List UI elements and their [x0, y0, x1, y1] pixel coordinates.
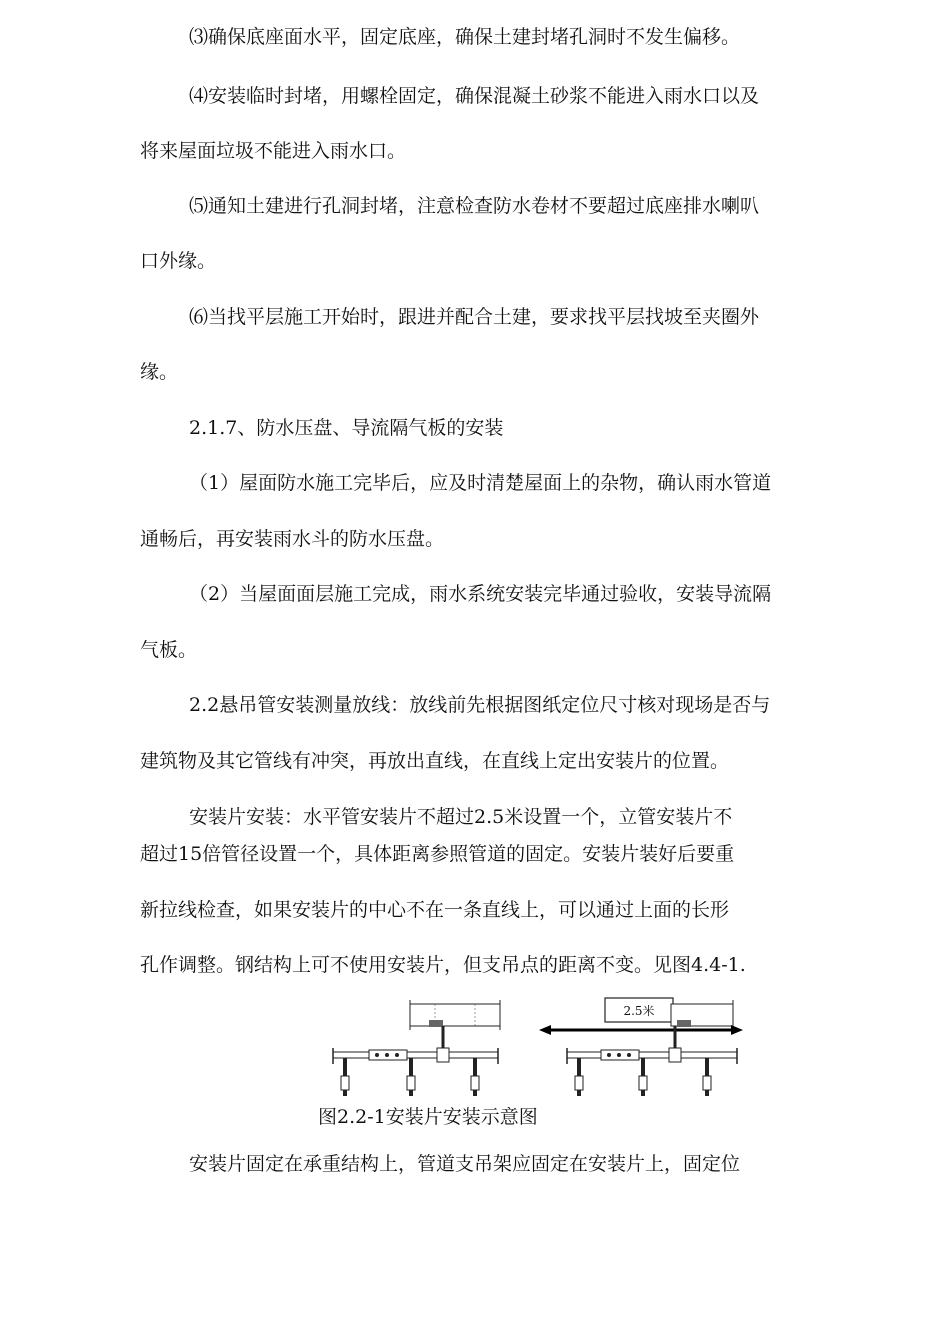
left-pipe-drops: [341, 1058, 479, 1096]
installation-diagram: [325, 992, 745, 1102]
paragraph-step-5-line-2: 口外缘。: [140, 250, 217, 272]
paragraph-sub-1-line-2: 通畅后，再安装雨水斗的防水压盘。: [140, 528, 445, 550]
left-horizontal-pipe: [333, 1052, 498, 1058]
paragraph-install-line-1: 安装片安装：水平管安装片不超过2.5米设置一个，立管安装片不: [189, 806, 733, 828]
paragraph-sub-2-line-1: （2）当屋面面层施工完成，雨水系统安装完毕通过验收，安装导流隔: [189, 583, 772, 605]
paragraph-install-line-2: 超过15倍管径设置一个，具体距离参照管道的固定。安装片装好后要重: [140, 843, 735, 865]
paragraph-install-line-4: 孔作调整。钢结构上可不使用安装片，但支吊点的距离不变。见图4.4-1.: [140, 954, 746, 976]
paragraph-step-3: ⑶确保底座面水平，固定底座，确保土建封堵孔洞时不发生偏移。: [189, 26, 741, 48]
left-slab: [410, 1004, 500, 1026]
right-pipe-drops: [575, 1058, 711, 1096]
paragraph-step-4-line-2: 将来屋面垃圾不能进入雨水口。: [140, 140, 407, 162]
dimension-label: 2.5米: [623, 1004, 655, 1018]
paragraph-2-2-line-2: 建筑物及其它管线有冲突，再放出直线，在直线上定出安装片的位置。: [140, 750, 730, 772]
paragraph-final-line: 安装片固定在承重结构上，管道支吊架应固定在安装片上，固定位: [189, 1153, 741, 1175]
paragraph-step-4-line-1: ⑷安装临时封堵，用螺栓固定，确保混凝土砂浆不能进入雨水口以及: [189, 85, 760, 107]
paragraph-install-line-3: 新拉线检查，如果安装片的中心不在一条直线上，可以通过上面的长形: [140, 899, 730, 921]
paragraph-step-6-line-1: ⑹当找平层施工开始时，跟进并配合土建，要求找平层找坡至夹圈外: [189, 306, 760, 328]
section-heading-2-1-7: 2.1.7、防水压盘、导流隔气板的安装: [189, 417, 504, 439]
left-mounting-plate: [429, 1020, 443, 1027]
paragraph-2-2-line-1: 2.2悬吊管安装测量放线：放线前先根据图纸定位尺寸核对现场是否与: [189, 694, 771, 716]
figure-caption: 图2.2-1安装片安装示意图: [318, 1106, 538, 1128]
paragraph-sub-1-line-1: （1）屋面防水施工完毕后，应及时清楚屋面上的杂物，确认雨水管道: [189, 472, 772, 494]
right-horizontal-pipe: [567, 1052, 737, 1058]
paragraph-step-5-line-1: ⑸通知土建进行孔洞封堵，注意检查防水卷材不要超过底座排水喇叭: [189, 195, 760, 217]
paragraph-step-6-line-2: 缘。: [140, 361, 179, 383]
paragraph-sub-2-line-2: 气板。: [140, 639, 198, 661]
